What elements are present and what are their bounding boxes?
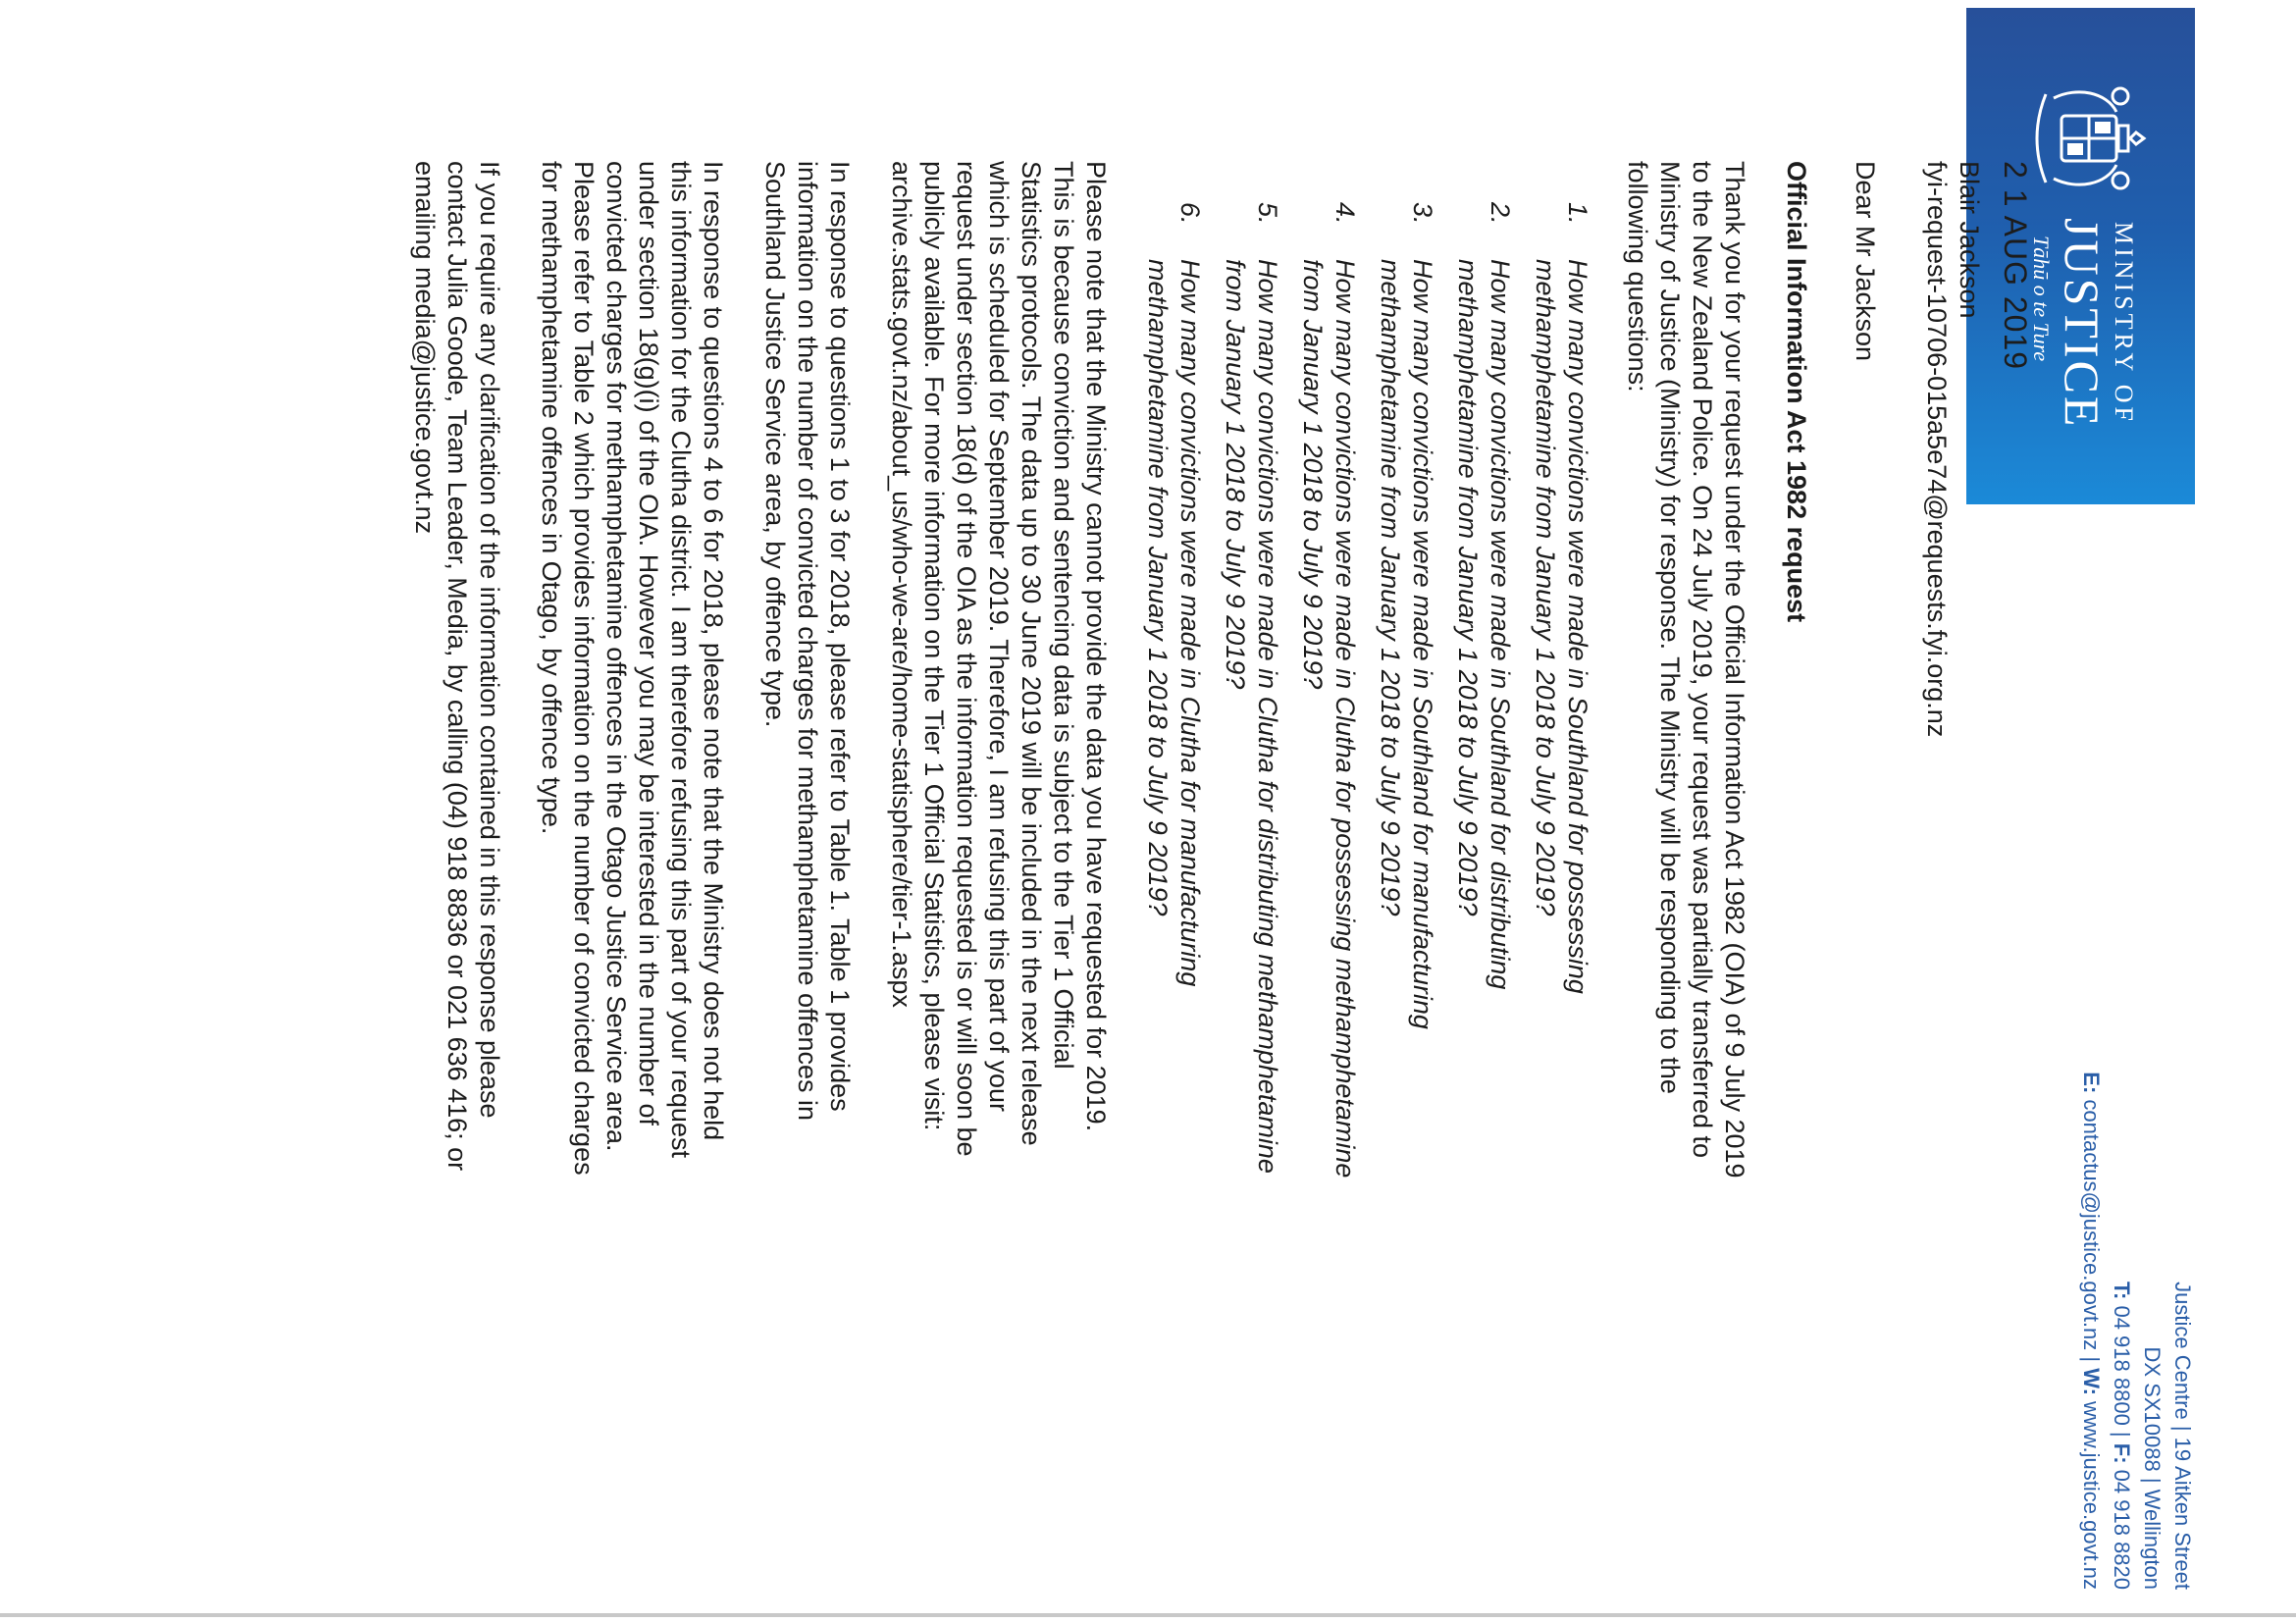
web-value: www.justice.govt.nz bbox=[2079, 1394, 2104, 1590]
question-item: 4. How many convictions were made in Clutha for possessing methamphetamine from January 1 2018 to July 9 2019? bbox=[1296, 232, 1361, 1181]
paragraph-questions-1-3: In response to questions 1 to 3 for 2018, please refer to Table 1. Table 1 provides information on the number of convicted charges for methamphetamine offences in Southland Justice Service area, by offence type. bbox=[760, 161, 855, 1122]
logo-tagline: Tāhū o te Ture bbox=[2029, 236, 2054, 362]
question-item: 2. How many convictions were made in Southland for distributing methamphetamine from January 1 2018 to July 9 2019? bbox=[1451, 232, 1516, 1181]
email-label: E: bbox=[2079, 1072, 2104, 1094]
intro-paragraph: Thank you for your request under the Official Information Act 1982 (OIA) of 9 July 2019 to the New Zealand Police. On 24 July 2019, your request was partially transferred to Ministry of Justice (Ministry) for response. The Ministry will be responding to the following questions: bbox=[1623, 161, 1749, 1178]
logo-justice: JUSTICE bbox=[2055, 218, 2110, 430]
fax-label: F: bbox=[2110, 1442, 2134, 1464]
phone-label: T: bbox=[2110, 1282, 2134, 1300]
letter-date-stamp: 2 1 AUG 2019 bbox=[1998, 161, 2033, 371]
paragraph-questions-4-6: In response to questions 4 to 6 for 2018, please note that the Ministry does not held this information for the Clutha district. I am therefore refusing this part of your request under section 18(g)(i) of the OIA. However you may be interested in the number of convicted charges for methamphetamine offences in the Otago Justice Service area. Please refer to Table 2 which provides information on the number of convicted charges for methamphetamine offences in Otago, by offence type. bbox=[537, 161, 728, 1176]
scan-edge-shadow bbox=[0, 1613, 2296, 1617]
paragraph-2019-data: Please note that the Ministry cannot provide the data you have requested for 2019. This is because conviction and sentencing data is subject to the Tier 1 Official Statistics protocols. The data up to 30 June 2019 will be included in the next release which is scheduled for September 2019. Therefore, I am refusing this part of your request under section 18(d) of the OIA as the information requested is or will soon be publicly available. For more information on the Tier 1 Official Statistics, please visit: archive.stats.govt.nz/about_us/who-we-are/home-statisphere/tier-1.aspx bbox=[887, 161, 1111, 1157]
logo-ministry-of: MINISTRY OF bbox=[2110, 222, 2138, 426]
coat-of-arms-graphic bbox=[2018, 65, 2156, 212]
fax-value: 04 918 8820 bbox=[2110, 1463, 2134, 1590]
contact-phone-line bbox=[2107, 1021, 2137, 1590]
question-item: 3. How many convictions were made in Southland for manufacturing methamphetamine from January 1 2018 to July 9 2019? bbox=[1374, 232, 1438, 1181]
question-item: 6. How many convictions were made in Clutha for manufacturing methamphetamine from January 1 2018 to July 9 2019? bbox=[1141, 232, 1206, 1181]
question-item: 1. How many convictions were made in Southland for possessing methamphetamine from January 1 2018 to July 9 2019? bbox=[1529, 232, 1593, 1181]
phone-value: 04 918 8800 | bbox=[2110, 1299, 2134, 1443]
contact-details bbox=[2076, 1021, 2198, 1590]
letter-subject: Official Information Act 1982 request bbox=[1782, 161, 1811, 623]
letter-body bbox=[408, 161, 2031, 1181]
contact-address-line: Justice Centre | 19 Aitken Street bbox=[2170, 1282, 2195, 1590]
web-label: W: bbox=[2079, 1368, 2104, 1395]
paragraph-contact: If you require any clarification of the information contained in this response please contact Julia Goode, Team Leader, Media, by calling (04) 918 8836 or 021 636 416; or emailing media@justice.govt.nz bbox=[410, 161, 504, 1172]
coat-of-arms-icon bbox=[2018, 65, 2156, 212]
email-value: contactus@justice.govt.nz | bbox=[2079, 1093, 2104, 1369]
recipient-name: Blair Jackson bbox=[1955, 161, 1984, 319]
question-item: 5. How many convictions were made in Clutha for distributing methamphetamine from January 1 2018 to July 9 2019? bbox=[1219, 232, 1283, 1181]
salutation: Dear Mr Jackson bbox=[1851, 161, 1880, 362]
recipient-email: fyi-request-10706-015a5e74@requests.fyi.org.nz bbox=[1922, 161, 1952, 738]
contact-dx-line: DX SX10088 | Wellington bbox=[2140, 1346, 2165, 1590]
contact-web-line bbox=[2076, 1021, 2107, 1590]
questions-list bbox=[1141, 161, 1593, 1181]
